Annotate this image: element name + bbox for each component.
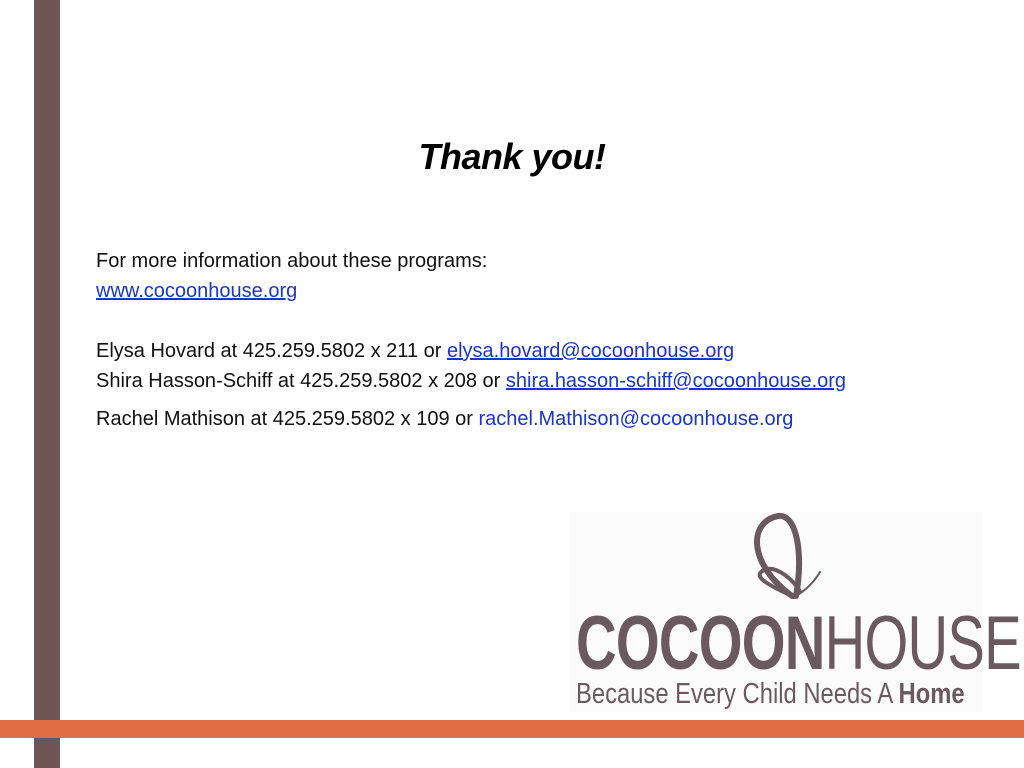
intro-text: For more information about these programs:: [96, 250, 488, 272]
email-link-rachel[interactable]: rachel.Mathison@cocoonhouse.org: [478, 408, 794, 430]
website-link[interactable]: www.cocoonhouse.org: [96, 280, 298, 302]
logo-word-house: HOUSE: [824, 601, 1021, 686]
logo-tagline: [576, 678, 965, 710]
contact-shira-text: Shira Hasson-Schiff at 425.259.5802 x 208 or: [96, 370, 506, 392]
logo-word-cocoon: COCOON: [576, 601, 825, 686]
contact-info: [96, 246, 996, 434]
left-accent-bar: [34, 0, 60, 768]
contact-elysa: [96, 336, 996, 366]
email-link-shira[interactable]: shira.hasson-schiff@cocoonhouse.org: [505, 370, 847, 392]
slide-title: Thank you!: [418, 136, 606, 177]
butterfly-icon: [570, 512, 982, 612]
contact-rachel: [96, 404, 996, 434]
website-line: [96, 276, 996, 306]
spacer: [96, 306, 996, 336]
logo-tagline-home: Home: [898, 678, 965, 710]
contact-shira: [96, 366, 996, 396]
cocoon-house-logo: [570, 512, 1021, 712]
logo-tagline-prefix: Because Every Child Needs A: [576, 678, 899, 710]
logo-wordmark: [576, 601, 1021, 686]
contact-rachel-text: Rachel Mathison at 425.259.5802 x 109 or: [96, 408, 479, 430]
bottom-accent-bar: [0, 720, 1024, 738]
email-link-elysa[interactable]: elysa.hovard@cocoonhouse.org: [446, 340, 735, 362]
contact-elysa-text: Elysa Hovard at 425.259.5802 x 211 or: [96, 340, 447, 362]
